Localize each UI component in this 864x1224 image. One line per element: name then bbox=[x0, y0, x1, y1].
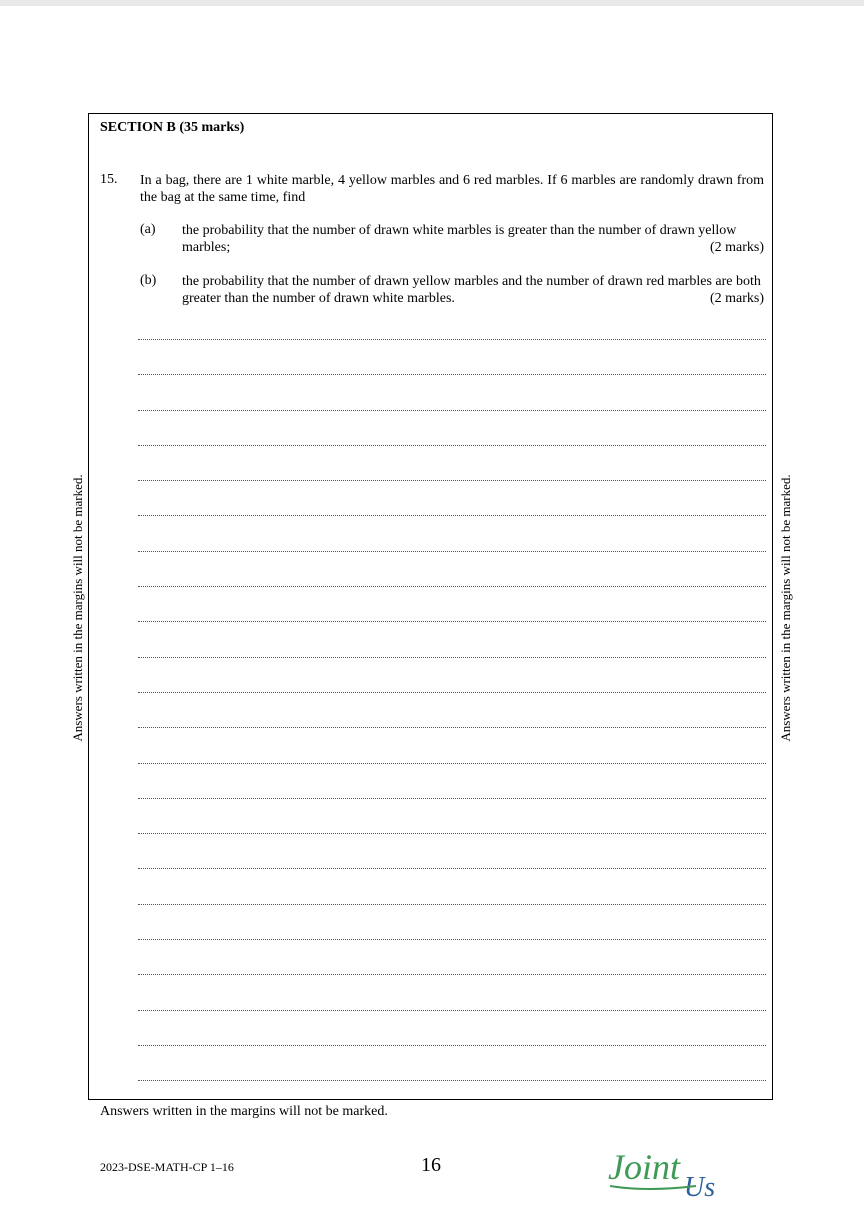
section-title: SECTION B (35 marks) bbox=[100, 120, 245, 135]
answer-frame bbox=[88, 113, 773, 1100]
answer-line[interactable] bbox=[138, 904, 766, 905]
answer-line[interactable] bbox=[138, 833, 766, 834]
answer-line[interactable] bbox=[138, 763, 766, 764]
answer-line[interactable] bbox=[138, 974, 766, 975]
question-stem: In a bag, there are 1 white marble, 4 yellow marbles and 6 red marbles. If 6 marbles are randomly drawn from the bag at the same time, find bbox=[140, 173, 764, 205]
answer-line[interactable] bbox=[138, 621, 766, 622]
answer-line[interactable] bbox=[138, 480, 766, 481]
left-margin-note: Answers written in the margins will not be marked. bbox=[70, 474, 85, 742]
answer-line[interactable] bbox=[138, 410, 766, 411]
answer-line[interactable] bbox=[138, 692, 766, 693]
jointus-logo bbox=[606, 1146, 731, 1202]
logo-text-joint: Joint bbox=[608, 1147, 680, 1187]
answer-line[interactable] bbox=[138, 1045, 766, 1046]
answer-line[interactable] bbox=[138, 868, 766, 869]
answer-line[interactable] bbox=[138, 657, 766, 658]
answer-line[interactable] bbox=[138, 1010, 766, 1011]
part-a-marks: (2 marks) bbox=[709, 240, 764, 255]
part-b-text: the probability that the number of drawn yellow marbles and the number of drawn red marbles are both greater than the number of drawn white marbles. bbox=[182, 274, 761, 306]
answer-line[interactable] bbox=[138, 374, 766, 375]
part-b bbox=[182, 273, 764, 307]
answer-line[interactable] bbox=[138, 1080, 766, 1081]
part-a bbox=[182, 222, 764, 256]
part-a-text: the probability that the number of drawn white marbles is greater than the number of drawn yellow marbles; bbox=[182, 223, 737, 255]
part-b-marks: (2 marks) bbox=[709, 291, 764, 306]
answer-line[interactable] bbox=[138, 727, 766, 728]
answer-line[interactable] bbox=[138, 586, 766, 587]
answer-line[interactable] bbox=[138, 515, 766, 516]
answer-line[interactable] bbox=[138, 939, 766, 940]
answer-line[interactable] bbox=[138, 798, 766, 799]
question-number: 15. bbox=[100, 172, 118, 187]
right-margin-note: Answers written in the margins will not be marked. bbox=[778, 474, 793, 742]
logo-text-us: Us bbox=[684, 1172, 716, 1202]
answer-line[interactable] bbox=[138, 551, 766, 552]
bottom-margin-note: Answers written in the margins will not be marked. bbox=[100, 1104, 388, 1119]
paper-code: 2023-DSE-MATH-CP 1–16 bbox=[100, 1160, 234, 1174]
answer-line[interactable] bbox=[138, 339, 766, 340]
top-bar bbox=[0, 0, 864, 6]
answer-lines[interactable] bbox=[138, 339, 766, 1116]
answer-line[interactable] bbox=[138, 445, 766, 446]
part-a-label: (a) bbox=[140, 222, 156, 237]
page-number: 16 bbox=[421, 1154, 441, 1176]
part-b-label: (b) bbox=[140, 273, 157, 288]
